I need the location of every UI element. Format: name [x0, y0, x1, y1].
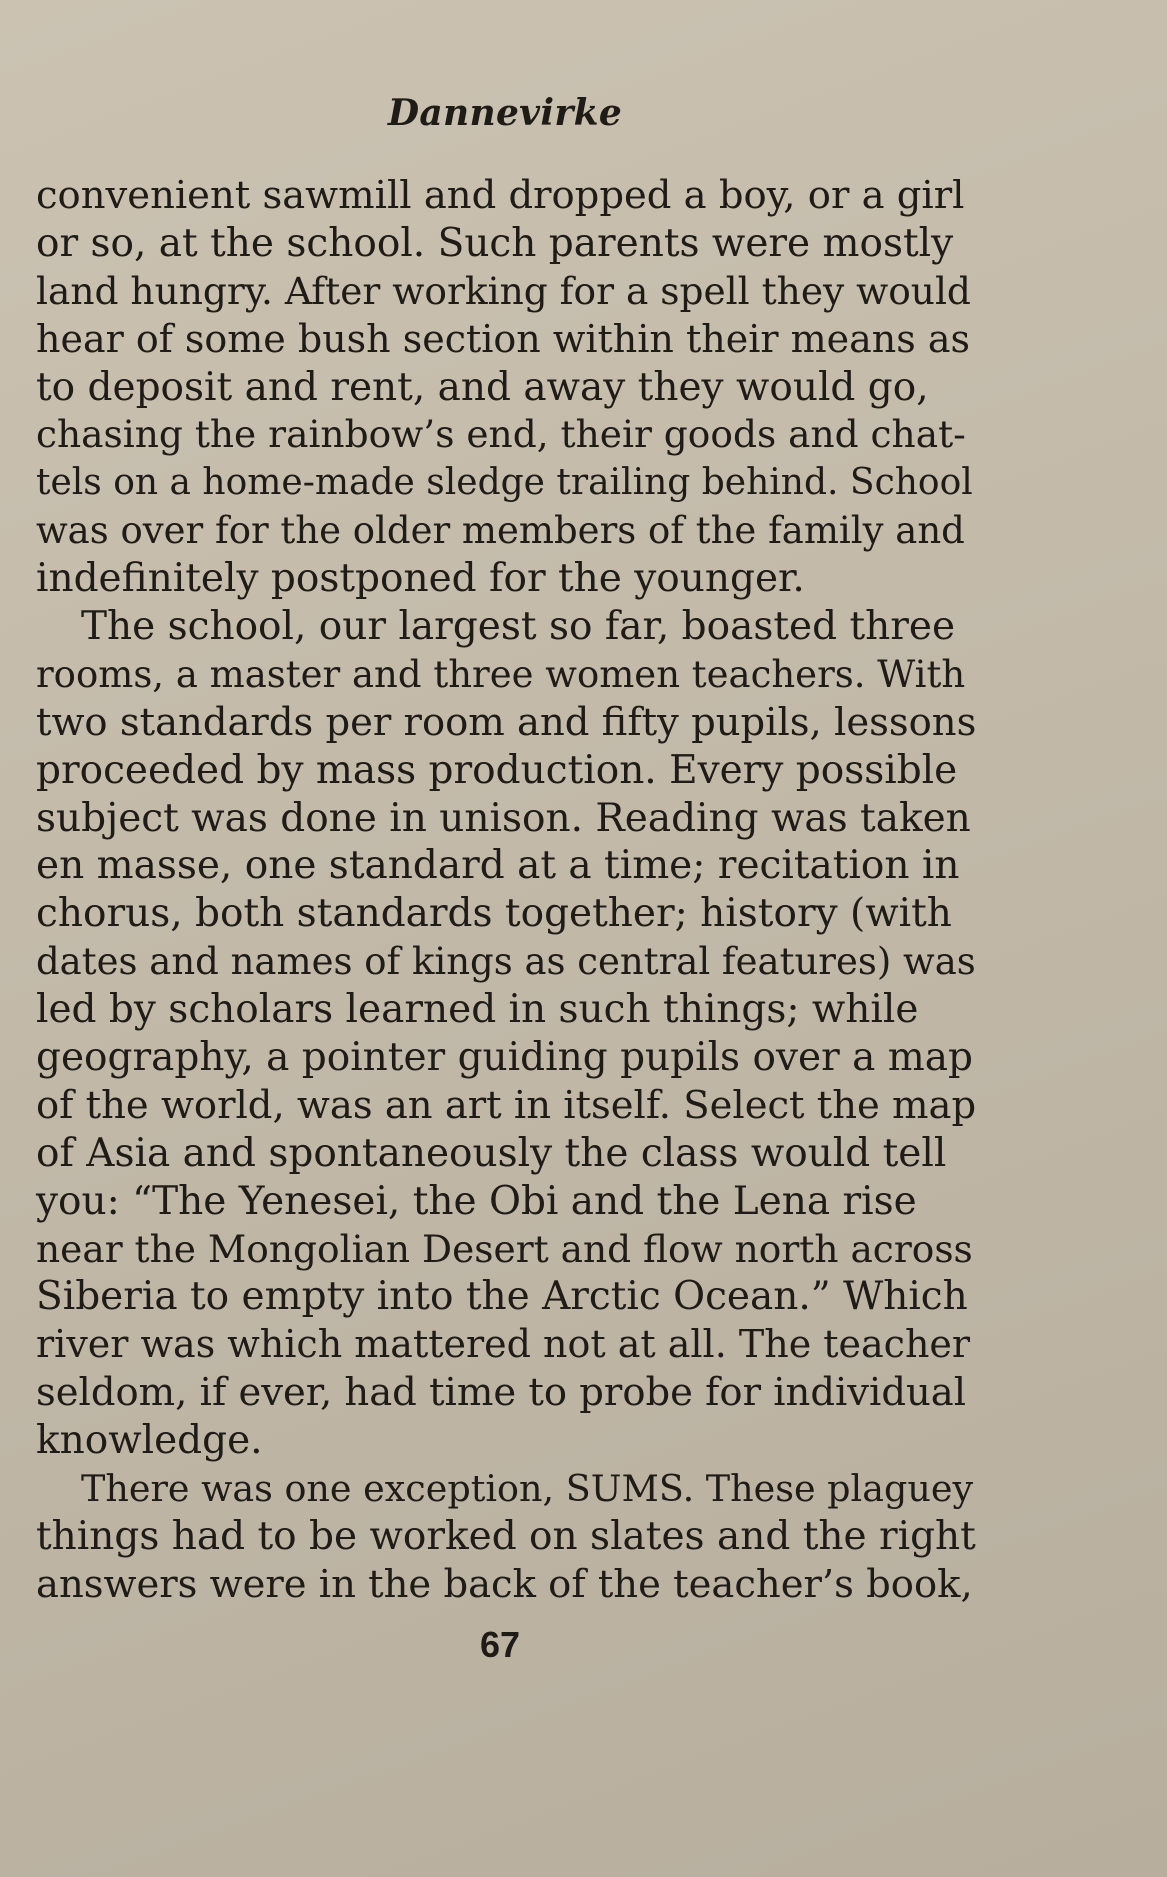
- text-line: knowledge.: [36, 1418, 263, 1464]
- text-line: seldom, if ever, had time to probe for individual: [36, 1370, 967, 1416]
- text-line: There was one exception, SUMS. These plaguey: [81, 1467, 974, 1511]
- paragraph-2: [36, 603, 976, 1465]
- text-line: led by scholars learned in such things; while: [36, 987, 919, 1033]
- text-line: Siberia to empty into the Arctic Ocean.” Which: [36, 1274, 968, 1320]
- text-line: two standards per room and fifty pupils, lessons: [36, 699, 977, 745]
- text-line: of the world, was an art in itself. Select the map: [36, 1082, 977, 1128]
- paragraph-1: [36, 172, 976, 603]
- text-line: rooms, a master and three women teachers. With: [36, 652, 966, 696]
- text-line: to deposit and rent, and away they would go,: [36, 364, 929, 410]
- text-line: dates and names of kings as central features) was: [36, 940, 976, 984]
- text-line: you: “The Yenesei, the Obi and the Lena rise: [36, 1178, 917, 1224]
- text-line: convenient sawmill and dropped a boy, or a girl: [36, 173, 965, 218]
- text-line: tels on a home-made sledge trailing behind. School: [36, 462, 973, 504]
- text-line: The school, our largest so far, boasted three: [81, 604, 956, 650]
- text-line: river was which mattered not at all. The teacher: [36, 1322, 971, 1367]
- text-line: hear of some bush section within their means as: [36, 316, 970, 361]
- text-line: proceeded by mass production. Every possible: [36, 747, 958, 793]
- text-line: chorus, both standards together; history (with: [36, 891, 952, 937]
- text-line: chasing the rainbow’s end, their goods and chat-: [36, 412, 966, 457]
- text-line: was over for the older members of the family and: [36, 509, 965, 553]
- text-line: en masse, one standard at a time; recitation in: [36, 843, 960, 889]
- text-line: things had to be worked on slates and the right: [36, 1513, 976, 1559]
- running-head: Dannevirke: [387, 92, 623, 134]
- text-line: subject was done in unison. Reading was taken: [36, 795, 971, 841]
- text-line: near the Mongolian Desert and flow north across: [36, 1226, 973, 1271]
- text-line: indefinitely postponed for the younger.: [36, 556, 805, 602]
- paragraph-3: [36, 1465, 976, 1609]
- text-line: of Asia and spontaneously the class would tell: [36, 1130, 947, 1176]
- text-line: or so, at the school. Such parents were mostly: [36, 220, 954, 266]
- text-line: land hungry. After working for a spell they would: [36, 268, 971, 313]
- text-line: geography, a pointer guiding pupils over a map: [36, 1035, 973, 1081]
- page-number: 67: [479, 1624, 521, 1665]
- text-line: answers were in the back of the teacher’s book,: [36, 1561, 973, 1607]
- body-text: [36, 172, 976, 1609]
